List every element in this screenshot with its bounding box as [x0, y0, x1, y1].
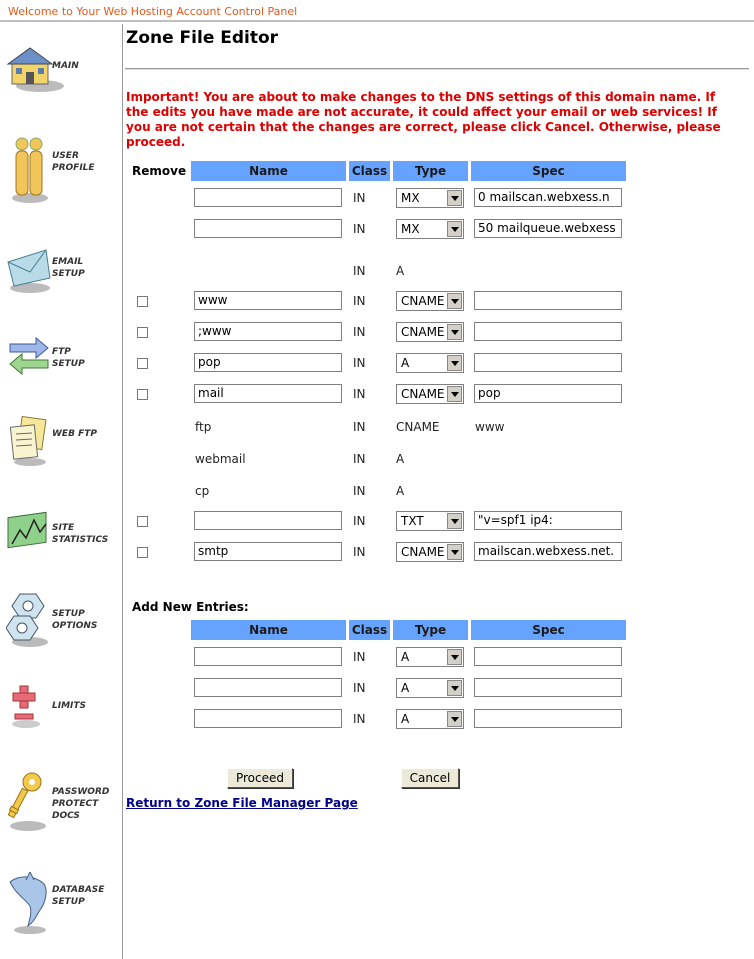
chevron-down-icon — [447, 190, 462, 206]
type-select[interactable] — [396, 353, 464, 373]
chevron-down-icon — [447, 680, 462, 696]
type-select[interactable] — [396, 188, 464, 208]
new-name-header: Name — [191, 620, 346, 640]
sidebar-item-site-statistics[interactable] — [6, 510, 121, 580]
sidebar-item-ftp-setup[interactable] — [6, 334, 121, 404]
new-name-input[interactable] — [194, 709, 342, 728]
type-select[interactable] — [396, 511, 464, 531]
proceed-button[interactable]: Proceed — [227, 768, 293, 788]
main-content — [125, 24, 750, 959]
transfer-arrows-icon — [6, 334, 52, 378]
type-value: CNAME — [401, 545, 445, 559]
name-input[interactable] — [194, 219, 342, 238]
new-type-select[interactable] — [396, 709, 464, 729]
new-spec-input[interactable] — [474, 709, 622, 728]
remove-checkbox[interactable] — [137, 296, 148, 307]
new-spec-header: Spec — [471, 620, 626, 640]
class-value: IN — [353, 356, 366, 370]
spec-input[interactable]: "v=spf1 ip4: — [474, 511, 622, 530]
type-value: A — [396, 484, 405, 498]
new-spec-input[interactable] — [474, 647, 622, 666]
class-value: IN — [353, 325, 366, 339]
sidebar-label: SETUP OPTIONS — [52, 609, 98, 631]
sidebar-item-user-profile[interactable] — [6, 134, 121, 204]
sidebar-label: WEB FTP — [52, 429, 97, 439]
type-value: CNAME — [401, 387, 445, 401]
new-spec-input[interactable] — [474, 678, 622, 697]
new-class-value: IN — [353, 681, 366, 695]
type-value: A — [396, 452, 405, 466]
type-value: TXT — [401, 514, 424, 528]
class-value: IN — [353, 420, 366, 434]
type-value: CNAME — [396, 420, 440, 434]
class-value: IN — [353, 452, 366, 466]
chevron-down-icon — [447, 324, 462, 340]
new-class-value: IN — [353, 712, 366, 726]
sidebar-label: SITE STATISTICS — [52, 523, 109, 545]
new-name-input[interactable] — [194, 678, 342, 697]
chevron-down-icon — [447, 355, 462, 371]
class-value: IN — [353, 387, 366, 401]
sidebar-item-email-setup[interactable] — [6, 246, 121, 316]
users-icon — [6, 134, 52, 204]
type-value: MX — [401, 191, 420, 205]
spec-input[interactable]: pop — [474, 384, 622, 403]
chevron-down-icon — [447, 544, 462, 560]
documents-icon — [6, 416, 52, 468]
sidebar-item-limits[interactable] — [6, 684, 121, 754]
add-new-entries-label: Add New Entries: — [132, 600, 249, 614]
sidebar-item-web-ftp[interactable] — [6, 416, 121, 486]
chevron-down-icon — [447, 293, 462, 309]
class-value: IN — [353, 514, 366, 528]
type-select[interactable] — [396, 219, 464, 239]
new-type-select[interactable] — [396, 678, 464, 698]
sidebar-label: EMAIL SETUP — [52, 257, 85, 279]
type-select[interactable] — [396, 322, 464, 342]
spec-input[interactable] — [474, 291, 622, 310]
new-type-value: A — [401, 650, 410, 664]
remove-checkbox[interactable] — [137, 547, 148, 558]
new-type-value: A — [401, 712, 410, 726]
cancel-button[interactable]: Cancel — [401, 768, 459, 788]
new-type-header: Type — [393, 620, 468, 640]
spec-input[interactable] — [474, 322, 622, 341]
type-select[interactable] — [396, 291, 464, 311]
chevron-down-icon — [447, 513, 462, 529]
divider — [125, 68, 749, 70]
remove-checkbox[interactable] — [137, 389, 148, 400]
new-type-value: A — [401, 681, 410, 695]
type-value: MX — [401, 222, 420, 236]
name-value: webmail — [195, 452, 246, 466]
sidebar-nav — [0, 24, 123, 959]
new-type-select[interactable] — [396, 647, 464, 667]
name-value: ftp — [195, 420, 212, 434]
type-header: Type — [393, 161, 468, 181]
type-value: CNAME — [401, 325, 445, 339]
chevron-down-icon — [447, 221, 462, 237]
class-value: IN — [353, 222, 366, 236]
name-input[interactable] — [194, 188, 342, 207]
type-value: A — [401, 356, 410, 370]
class-value: IN — [353, 294, 366, 308]
type-select[interactable] — [396, 542, 464, 562]
sidebar-label: LIMITS — [52, 701, 87, 711]
chart-icon — [6, 510, 52, 556]
spec-input[interactable]: mailscan.webxess.net. — [474, 542, 622, 561]
sidebar-label: FTP SETUP — [52, 347, 85, 369]
name-input[interactable]: mail — [194, 384, 342, 403]
nuts-icon — [6, 592, 52, 650]
warning-message: Important! You are about to make changes to the DNS settings of this domain name. If the edits you have made are not accurate, it could affect your email or web services! If you are not certain that the changes are correct, please click Cancel. Otherwise, please proceed. — [126, 90, 721, 149]
welcome-banner — [0, 0, 754, 22]
remove-checkbox[interactable] — [137, 327, 148, 338]
return-link[interactable]: Return to Zone File Manager Page — [126, 796, 358, 810]
sidebar-item-main[interactable] — [6, 46, 121, 116]
type-value: A — [396, 264, 405, 278]
chevron-down-icon — [447, 386, 462, 402]
new-class-value: IN — [353, 650, 366, 664]
class-value: IN — [353, 191, 366, 205]
type-value: CNAME — [401, 294, 445, 308]
spec-value: www — [475, 420, 505, 434]
dolphin-icon — [6, 872, 52, 936]
envelope-icon — [6, 246, 52, 296]
name-input[interactable]: ;www — [194, 322, 342, 341]
name-input[interactable]: pop — [194, 353, 342, 372]
class-value: IN — [353, 484, 366, 498]
sidebar-label: USER PROFILE — [52, 151, 95, 173]
type-select[interactable] — [396, 384, 464, 404]
sidebar-label: DATABASE SETUP — [52, 885, 105, 907]
sidebar-item-password-protect-docs[interactable] — [6, 770, 121, 840]
name-input[interactable]: www — [194, 291, 342, 310]
remove-checkbox[interactable] — [137, 358, 148, 369]
spec-input[interactable]: 50 mailqueue.webxess — [474, 219, 622, 238]
name-header: Name — [191, 161, 346, 181]
class-value: IN — [353, 545, 366, 559]
remove-checkbox[interactable] — [137, 516, 148, 527]
spec-header: Spec — [471, 161, 626, 181]
sidebar-item-database-setup[interactable] — [6, 872, 121, 942]
key-icon — [6, 770, 50, 832]
remove-header: Remove — [132, 164, 187, 178]
chevron-down-icon — [447, 649, 462, 665]
spec-input[interactable] — [474, 353, 622, 372]
sidebar-item-setup-options[interactable] — [6, 592, 121, 662]
class-header: Class — [349, 161, 390, 181]
sidebar-label: PASSWORD PROTECT DOCS — [52, 787, 110, 821]
page-title: Zone File Editor — [126, 28, 279, 48]
name-value: cp — [195, 484, 210, 498]
plus-minus-icon — [6, 684, 46, 730]
welcome-text: Welcome to Your Web Hosting Account Control Panel — [8, 5, 298, 18]
new-name-input[interactable] — [194, 647, 342, 666]
chevron-down-icon — [447, 711, 462, 727]
class-value: IN — [353, 264, 366, 278]
name-input[interactable] — [194, 511, 342, 530]
new-class-header: Class — [349, 620, 390, 640]
name-input[interactable]: smtp — [194, 542, 342, 561]
sidebar-label: MAIN — [52, 61, 79, 71]
spec-input[interactable]: 0 mailscan.webxess.n — [474, 188, 622, 207]
